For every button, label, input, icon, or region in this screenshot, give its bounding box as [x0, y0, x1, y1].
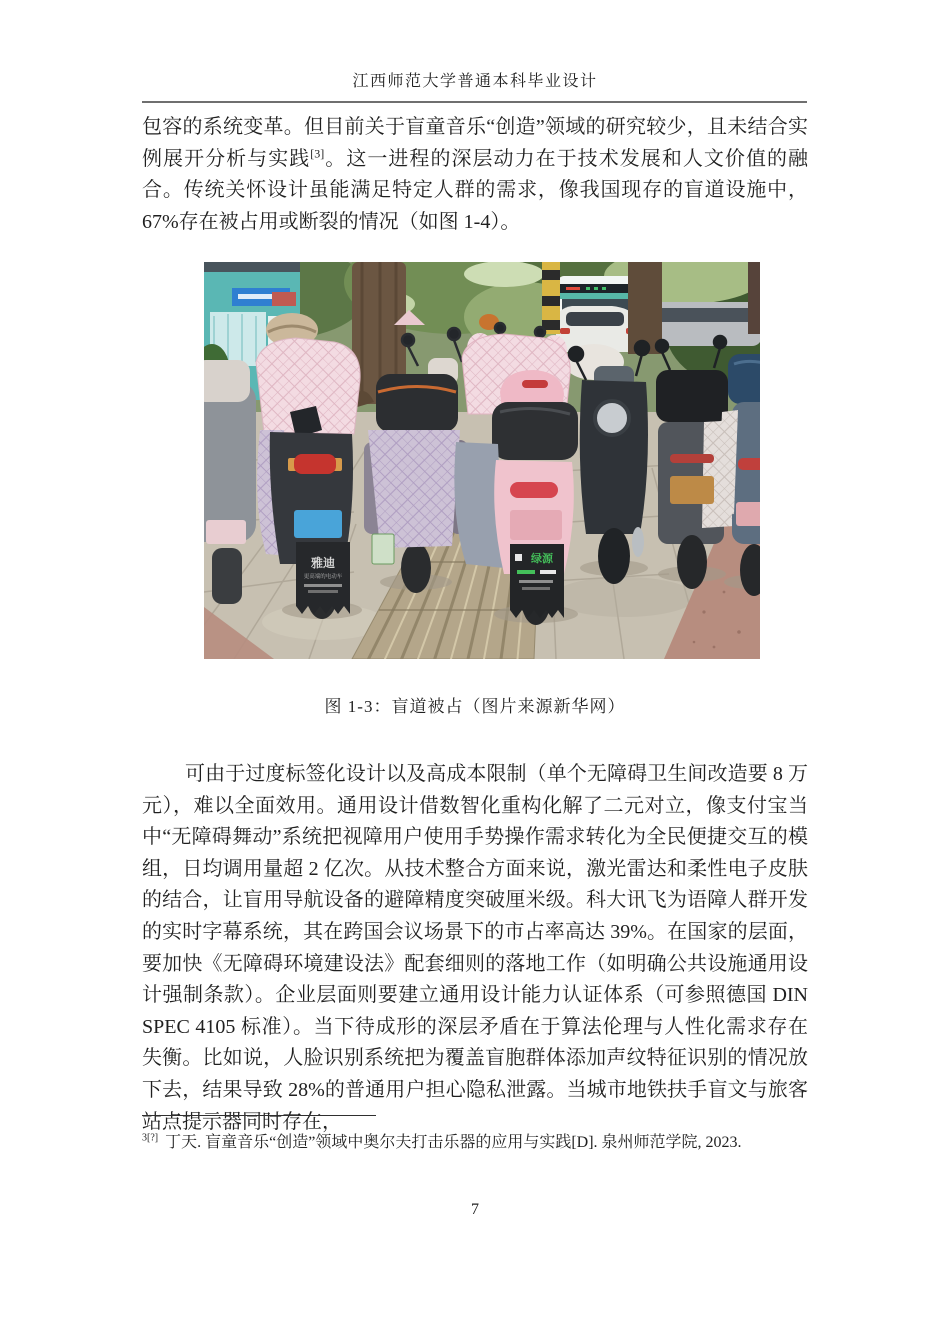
ad-sign-lvyuan — [510, 544, 564, 618]
tree-trunk-far-right — [748, 262, 760, 334]
figure-caption: 图 1-3：盲道被占（图片来源新华网） — [324, 697, 626, 716]
paragraph-main: 可由于过度标签化设计以及高成本限制（单个无障碍卫生间改造要 8 万元），难以全面效用。通用设计借数智化重构化解了二元对立，像支付宝当中“无障碍舞动”系统把视障用户使用手势操作需求转化为全民便捷交互的模组，日均调用量超 2 亿次。从技术整合方面来说，激光雷达和柔性电子皮肤的结合，让盲用导航设备的避障精度突破厘米级。科大讯飞为语障人群开发的实时字幕系统，其在跨国会议场景下的市占率高达 39%。在国家的层面，要加快《无障碍环境建设法》配套细则的落地工作（如明确公共设施通用设计强制条款）。企业层面则要建立通用设计能力认证体系（可参照德国 DIN SPEC 4105 标准）。当下待成形的深层矛盾在于算法伦理与人性化需求存在失衡。比如说，人脸识别系统把为覆盖盲胞群体添加声纹特征识别的情况放下去，结果导致 28%的普通用户担心隐私泄露。当城市地铁扶手盲文与旅客站点提示器同时存在， — [142, 763, 808, 1133]
footnote — [142, 1131, 808, 1154]
svg-text:更高端的电动车: 更高端的电动车 — [303, 574, 343, 580]
citation-ref-3: [3] — [310, 145, 325, 160]
tree-trunk-right — [628, 262, 662, 354]
paragraph-intro — [142, 112, 808, 238]
striped-pole — [542, 262, 560, 334]
footnote-divider — [142, 1115, 376, 1116]
ad-sign-yadi — [296, 542, 350, 614]
paragraph-intro-text: 包容的系统变革。但目前关于盲童音乐“创造”领域的研究较少，且未结合实例展开分析与实践 — [142, 116, 808, 170]
svg-text:雅迪: 雅迪 — [310, 556, 336, 570]
silver-suv — [650, 302, 760, 346]
svg-text:绿源: 绿源 — [531, 553, 553, 565]
footnote-text: 丁天. 盲童音乐“创造”领域中奥尔夫打击乐器的应用与实践[D]. 泉州师范学院, 2023. — [165, 1134, 742, 1151]
footnote-marker: 3[?] — [142, 1132, 159, 1144]
figure-blind-path-photo — [204, 262, 760, 659]
paragraph-intro-text-cont: 。这一进程的深层动力在于技术发展和人文价值的融合。传统关怀设计虽能满足特定人群的需求，像我国现存的盲道设施中，67%存在被占用或断裂的情况（如图 1-4）。 — [142, 147, 809, 233]
page-number: 7 — [471, 1201, 479, 1218]
page-header-title: 江西师范大学普通本科毕业设计 — [352, 73, 598, 90]
header-divider — [142, 101, 807, 103]
